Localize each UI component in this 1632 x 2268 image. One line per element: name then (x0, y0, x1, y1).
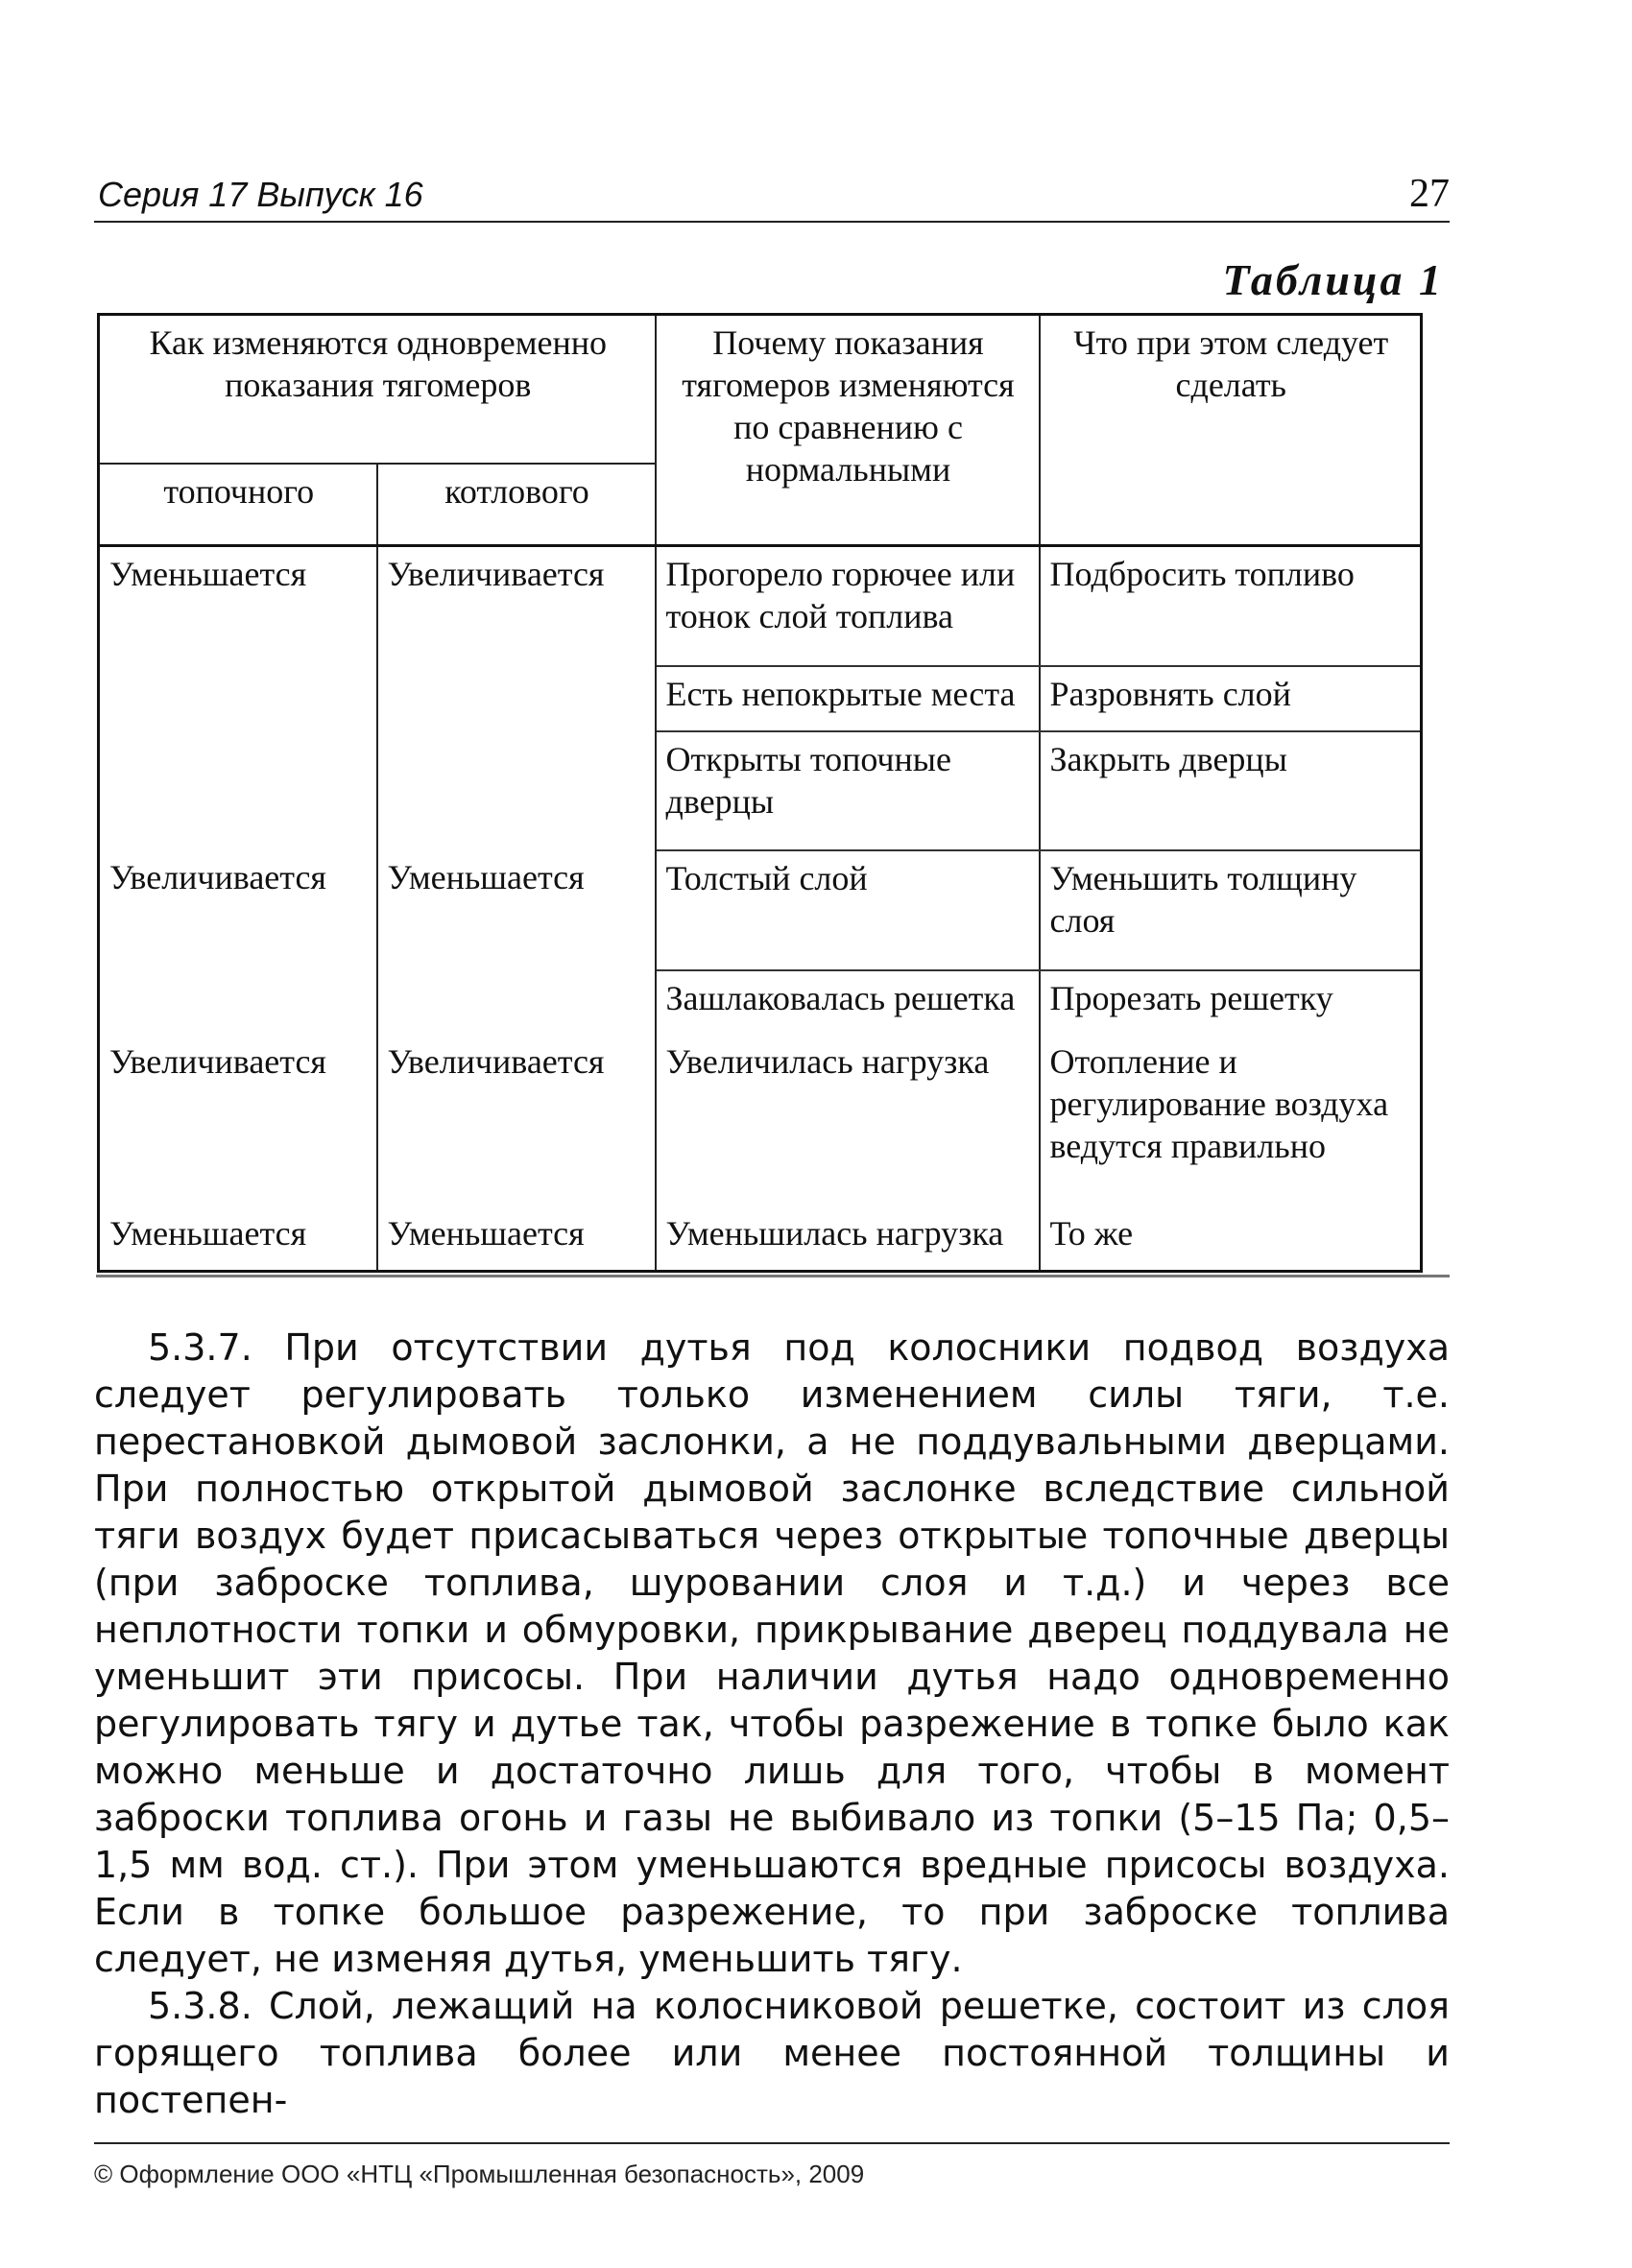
table-caption: Таблица 1 (1222, 255, 1444, 304)
cause-cell: Есть непокрытые места (656, 666, 1040, 731)
furnace-reading: Увеличивается (99, 850, 377, 1034)
series-label: Серия 17 Выпуск 16 (98, 175, 423, 214)
action-cell: Уменьшить толщину слоя (1040, 850, 1422, 970)
boiler-reading: Увеличивается (377, 1035, 656, 1207)
table-header-row (99, 315, 1422, 465)
action-cell: Подбросить топливо (1040, 545, 1422, 666)
cause-cell: Открыты топочные дверцы (656, 731, 1040, 851)
action-cell: Прорезать решетку (1040, 970, 1422, 1034)
cause-cell: Прогорело горючее или тонок слой топлива (656, 545, 1040, 666)
furnace-reading: Увеличивается (99, 1035, 377, 1207)
header-gauges: Как изменяются одновременно показания тягомеров (99, 315, 656, 465)
table-row (99, 850, 1422, 970)
running-header (94, 171, 1450, 223)
table-row (99, 1035, 1422, 1207)
copyright-footer: © Оформление ООО «НТЦ «Промышленная безопасность», 2009 (94, 2160, 865, 2188)
furnace-reading: Уменьшается (99, 1206, 377, 1271)
table-bottom-edge (96, 1275, 1450, 1277)
cause-cell: Уменьшилась нагрузка (656, 1206, 1040, 1271)
header-boiler: котлового (377, 464, 656, 545)
table-row (99, 1206, 1422, 1271)
header-furnace: топочного (99, 464, 377, 545)
header-why: Почему показания тягомеров изменяются по сравнению с нормальными (656, 315, 1040, 546)
draft-gauge-table (97, 313, 1423, 1273)
boiler-reading: Увеличивается (377, 545, 656, 850)
boiler-reading: Уменьшается (377, 1206, 656, 1271)
cause-cell: Зашлаковалась решетка (656, 970, 1040, 1034)
footer-rule (94, 2142, 1450, 2144)
action-cell: Разровнять слой (1040, 666, 1422, 731)
action-cell: То же (1040, 1206, 1422, 1271)
header-what: Что при этом следует сделать (1040, 315, 1422, 546)
action-cell: Закрыть дверцы (1040, 731, 1422, 851)
table-row (99, 545, 1422, 666)
action-cell: Отопление и регулирование воздуха ведутся правильно (1040, 1035, 1422, 1207)
body-text (94, 1325, 1450, 2124)
page-number: 27 (1409, 172, 1450, 216)
cause-cell: Увеличилась нагрузка (656, 1035, 1040, 1207)
boiler-reading: Уменьшается (377, 850, 656, 1034)
cause-cell: Толстый слой (656, 850, 1040, 970)
furnace-reading: Уменьшается (99, 545, 377, 850)
paragraph-5-3-7: 5.3.7. При отсутствии дутья под колосники подвод воздуха следует регулировать только изменением силы тяги, т.е. перестановкой дымовой заслонки, а не поддувальными дверцами. При полностью открытой дымовой заслонке вследствие сильной тяги воздух будет присасываться через открытые топочные дверцы (при заброске топлива, шуровании слоя и т.д.) и через все неплотности топки и обмуровки, прикрывание дверец поддувала не уменьшит эти присосы. При наличии дутья надо одновременно регулировать тягу и дутье так, чтобы разрежение в топке было как можно меньше и достаточно лишь для того, чтобы в момент заброски топлива огонь и газы не выбивало из топки (5–15 Па; 0,5–1,5 мм вод. ст.). При этом уменьшаются вредные присосы воздуха. Если в топке большое разрежение, то при заброске топлива следует, не изменяя дутья, уменьшить тягу. (94, 1326, 1450, 1980)
paragraph-5-3-8: 5.3.8. Слой, лежащий на колосниковой решетке, состоит из слоя горящего топлива более или менее постоянной толщины и постепен- (94, 1985, 1450, 2121)
